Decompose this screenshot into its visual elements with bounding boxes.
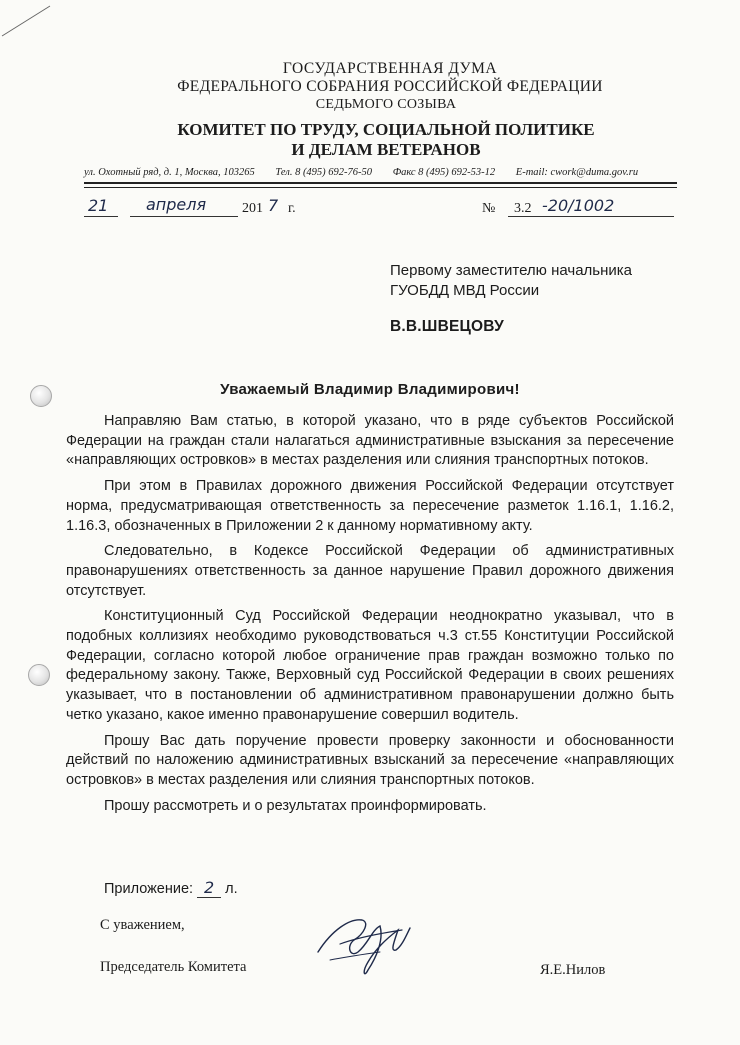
attachment-label: Приложение: <box>104 881 194 897</box>
attachment-line <box>104 878 238 898</box>
contact-phone: Тел. 8 (495) 692-76-50 <box>275 167 373 178</box>
header-committee-line1: КОМИТЕТ ПО ТРУДУ, СОЦИАЛЬНОЙ ПОЛИТИКЕ <box>177 120 595 139</box>
paragraph-6: Прошу рассмотреть и о результатах проинформировать. <box>104 797 487 814</box>
header-rule-thick <box>84 182 677 184</box>
header-committee-line2: И ДЕЛАМ ВЕТЕРАНОВ <box>291 140 481 159</box>
header-rule-thin <box>84 187 677 188</box>
attachment-unit: л. <box>225 881 238 897</box>
header-assembly: ФЕДЕРАЛЬНОГО СОБРАНИЯ РОССИЙСКОЙ ФЕДЕРАЦИИ <box>177 78 603 95</box>
header-duma: ГОСУДАРСТВЕННАЯ ДУМА <box>282 60 498 77</box>
paragraph-1: Направляю Вам статью, в которой указано, что в ряде субъектов Российской Федерации на граждан стали налагаться административные взыскания за пересечение «направляющих островков» в местах разделения или слияния транспортных потоков. <box>66 413 674 469</box>
handwritten-signature-icon <box>310 900 420 990</box>
recipient-name: В.В.ШВЕЦОВУ <box>390 318 504 335</box>
registration-row <box>84 195 684 222</box>
contact-fax: Факс 8 (495) 692-53-12 <box>392 167 496 178</box>
closing-respect: С уважением, <box>100 917 185 933</box>
corner-scan-mark <box>0 0 60 60</box>
letter-body <box>66 412 674 818</box>
reg-day: 21 <box>88 196 109 215</box>
salutation: Уважаемый Владимир Владимирович! <box>220 381 520 398</box>
contact-address: ул. Охотный ряд, д. 1, Москва, 103265 <box>84 167 255 178</box>
punch-hole-bottom <box>28 664 50 686</box>
reg-year-unit: г. <box>288 201 296 216</box>
recipient-department: ГУОБДД МВД России <box>390 282 540 299</box>
reg-number-label: № <box>482 201 496 216</box>
reg-month: апреля <box>146 195 207 214</box>
contact-email: E-mail: cwork@duma.gov.ru <box>515 167 639 178</box>
reg-year-suffix: 7 <box>268 196 279 215</box>
reg-number-prefix: 3.2 <box>514 201 532 216</box>
header-convocation: СЕДЬМОГО СОЗЫВА <box>315 97 457 112</box>
signer-position: Председатель Комитета <box>100 959 247 975</box>
paragraph-5: Прошу Вас дать поручение провести проверку законности и обоснованности действий по наложению административных взысканий за пересечение «направляющих островков» в местах разделения или слияния транспортных потоков. <box>66 732 674 788</box>
paragraph-2: При этом в Правилах дорожного движения Российской Федерации отсутствует норма, предусматривающая ответственность за пересечение разметок 1.16.1, 1.16.2, 1.16.3, обозначенных в Приложении 2 к данному нормативному акту. <box>66 478 674 534</box>
paragraph-3: Следовательно, в Кодексе Российской Федерации об административных правонарушениях ответственность за данное нарушение Правил дорожного движения отсутствует. <box>66 543 674 599</box>
attachment-pages: 2 <box>197 878 221 898</box>
reg-year-prefix: 201 <box>242 201 263 216</box>
reg-number-suffix: -20/1002 <box>542 196 615 215</box>
signer-name: Я.Е.Нилов <box>540 962 606 978</box>
contacts-line <box>84 167 677 178</box>
paragraph-4: Конституционный Суд Российской Федерации неоднократно указывал, что в подобных коллизиях необходимо руководствоваться ч.3 ст.55 Конституции Российской Федерации, согласно которой любое ограничение прав граждан возможно только по федеральному закону. Также, Верховный суд Российской Федерации в своих решениях указывает, что в постановлении об административном правонарушении должно быть четко указано, какое именно правонарушение совершил водитель. <box>66 608 674 723</box>
recipient-position: Первому заместителю начальника <box>390 262 633 279</box>
